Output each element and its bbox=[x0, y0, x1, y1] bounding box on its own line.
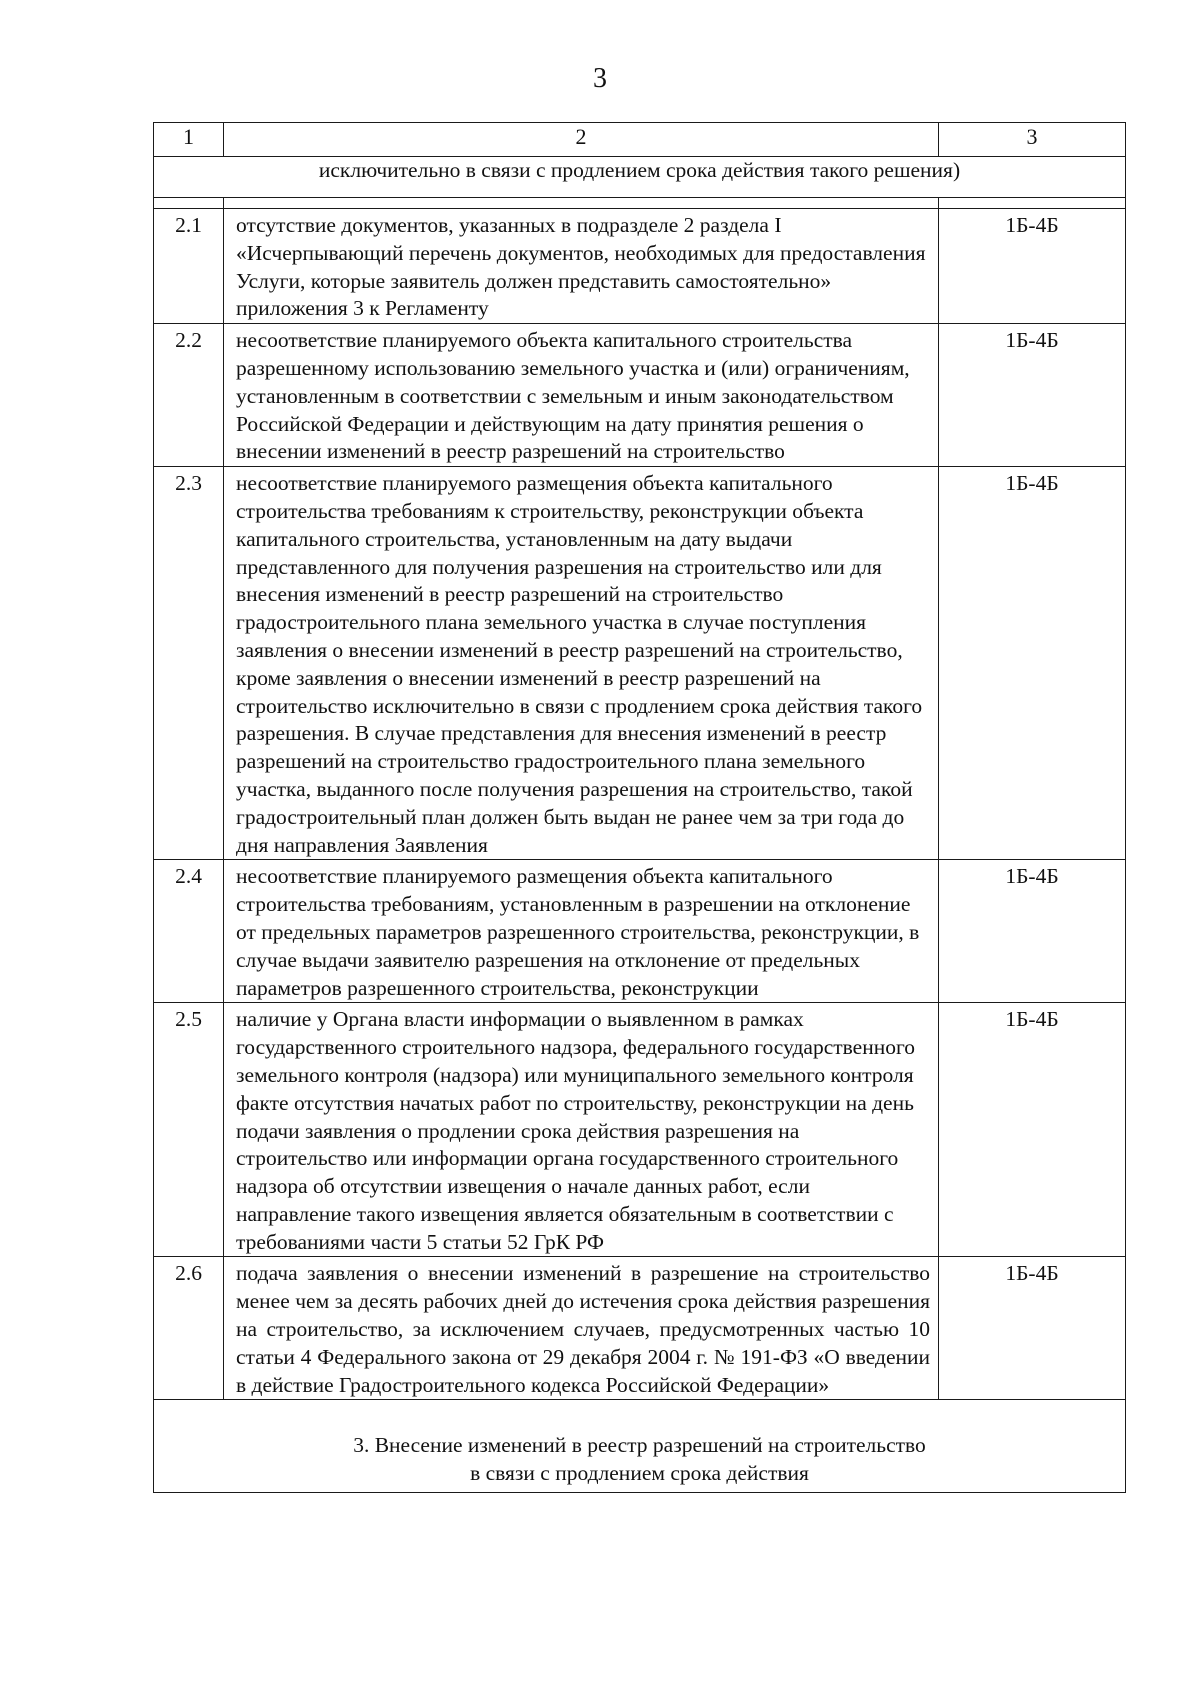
header-col-1: 1 bbox=[154, 123, 224, 157]
continuation-text: исключительно в связи с продлением срока действия такого решения) bbox=[154, 157, 1126, 198]
row-code: 1Б-4Б bbox=[939, 1003, 1126, 1257]
page-number: 3 bbox=[593, 63, 607, 94]
row-text: отсутствие документов, указанных в подразделе 2 раздела I «Исчерпывающий перечень документов, необходимых для предоставления Услуги, которые заявитель должен представить самостоятельно» приложения 3 к Регламенту bbox=[224, 209, 939, 324]
row-number: 2.4 bbox=[154, 860, 224, 1003]
row-code: 1Б-4Б bbox=[939, 324, 1126, 467]
table-row bbox=[154, 1003, 1126, 1257]
section-title-row bbox=[154, 1400, 1126, 1493]
spacer-row bbox=[154, 198, 1126, 209]
row-number: 2.6 bbox=[154, 1257, 224, 1400]
row-text: несоответствие планируемого размещения объекта капитального строительства требованиям к строительству, реконструкции объекта капитального строительства, установленным на дату выдачи представленного для получения разрешения на строительство или для внесения изменений в реестр разрешений на строительство градостроительного плана земельного участка в случае поступления заявления о внесении изменений в реестр разрешений на строительство, кроме заявления о внесении изменений в реестр разрешений на строительство исключительно в связи с продлением срока действия такого разрешения. В случае представления для внесения изменений в реестр разрешений на строительство градостроительного плана земельного участка, выданного после получения разрешения на строительство, такой градостроительный план должен быть выдан не ранее чем за три года до дня направления Заявления bbox=[224, 467, 939, 860]
table-row bbox=[154, 860, 1126, 1003]
row-text: несоответствие планируемого размещения объекта капитального строительства требованиям, установленным в разрешении на отклонение от предельных параметров разрешенного строительства, реконструкции, в случае выдачи заявителю разрешения на отклонение от предельных параметров разрешенного строительства, реконструкции bbox=[224, 860, 939, 1003]
table-header-row bbox=[154, 123, 1126, 157]
row-number: 2.3 bbox=[154, 467, 224, 860]
section-title bbox=[154, 1400, 1126, 1493]
header-col-3: 3 bbox=[939, 123, 1126, 157]
header-col-2: 2 bbox=[224, 123, 939, 157]
grounds-table bbox=[153, 122, 1126, 1493]
row-code: 1Б-4Б bbox=[939, 209, 1126, 324]
row-text: несоответствие планируемого объекта капитального строительства разрешенному использованию земельного участка и (или) ограничениям, установленным в соответствии с земельным и иным законодательством Российской Федерации и действующим на дату принятия решения о внесении изменений в реестр разрешений на строительство bbox=[224, 324, 939, 467]
row-text: подача заявления о внесении изменений в разрешение на строительство менее чем за десять рабочих дней до истечения срока действия разрешения на строительство, за исключением случаев, предусмотренных частью 10 статьи 4 Федерального закона от 29 декабря 2004 г. № 191-ФЗ «О введении в действие Градостроительного кодекса Российской Федерации» bbox=[224, 1257, 939, 1400]
row-code: 1Б-4Б bbox=[939, 1257, 1126, 1400]
section-title-line-2: в связи с продлением срока действия bbox=[470, 1461, 809, 1486]
row-number: 2.2 bbox=[154, 324, 224, 467]
table-row bbox=[154, 324, 1126, 467]
section-title-line-1: 3. Внесение изменений в реестр разрешений на строительство bbox=[353, 1433, 926, 1458]
table-row bbox=[154, 1257, 1126, 1400]
table-row bbox=[154, 209, 1126, 324]
row-code: 1Б-4Б bbox=[939, 467, 1126, 860]
continuation-row bbox=[154, 157, 1126, 198]
table-row bbox=[154, 467, 1126, 860]
row-number: 2.1 bbox=[154, 209, 224, 324]
row-number: 2.5 bbox=[154, 1003, 224, 1257]
row-code: 1Б-4Б bbox=[939, 860, 1126, 1003]
row-text: наличие у Органа власти информации о выявленном в рамках государственного строительного надзора, федерального государственного земельного контроля (надзора) или муниципального земельного контроля факте отсутствия начатых работ по строительству, реконструкции на день подачи заявления о продлении срока действия разрешения на строительство или информации органа государственного строительного надзора об отсутствии извещения о начале данных работ, если направление такого извещения является обязательным в соответствии с требованиями части 5 статьи 52 ГрК РФ bbox=[224, 1003, 939, 1257]
